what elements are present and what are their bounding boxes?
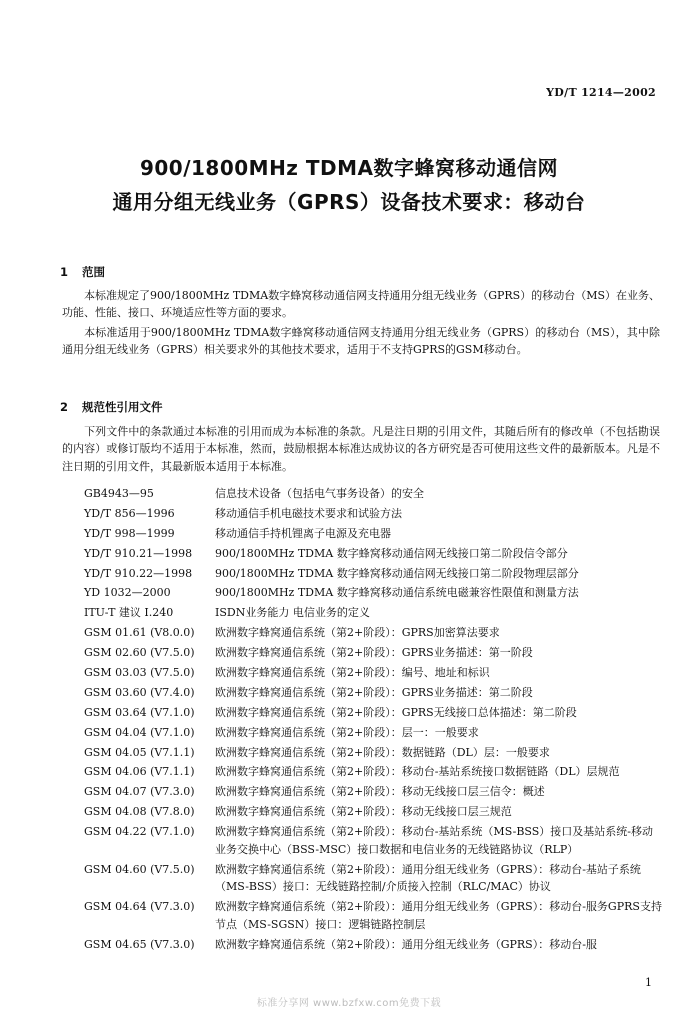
reference-title: 欧洲数字蜂窝通信系统（第2+阶段）：数据链路（DL）层：一般要求: [215, 745, 550, 759]
reference-code: YD/T 910.21—1998: [84, 546, 193, 560]
reference-code: GSM 04.22 (V7.1.0): [84, 825, 195, 839]
reference-code: YD/T 856—1996: [84, 506, 175, 520]
reference-code: GSM 01.61 (V8.0.0): [84, 626, 195, 640]
reference-item: [84, 644, 664, 662]
reference-code: GSM 04.64 (V7.3.0): [84, 900, 195, 914]
reference-item: [84, 664, 664, 682]
reference-item: [84, 545, 664, 563]
section-1-title: 范围: [82, 265, 105, 279]
reference-code: GSM 04.06 (V7.1.1): [84, 765, 195, 779]
page-number: 1: [645, 976, 652, 989]
reference-item: [84, 704, 664, 722]
reference-item: [84, 485, 664, 503]
section-1-heading: [60, 264, 105, 280]
reference-title: 移动通信手持机锂离子电源及充电器: [215, 526, 391, 540]
reference-title: 欧洲数字蜂窝通信系统（第2+阶段）：编号、地址和标识: [215, 666, 490, 680]
reference-title: 900/1800MHz TDMA 数字蜂窝移动通信网无线接口第二阶段信令部分: [215, 546, 568, 560]
reference-item: [84, 525, 664, 543]
reference-list: [84, 485, 664, 955]
reference-item: [84, 624, 664, 642]
reference-item: [84, 744, 664, 762]
section-2-heading: [60, 399, 163, 415]
reference-title: 欧洲数字蜂窝通信系统（第2+阶段）：移动台-基站系统接口数据链路（DL）层规范: [215, 765, 620, 779]
reference-title: 欧洲数字蜂窝通信系统（第2+阶段）：移动台-基站系统（MS-BSS）接口及基站系统-移动业务交换中心（BSS-MSC）接口数据和电信业务的无线链路协议（RLP）: [215, 825, 654, 856]
reference-code: GSM 02.60 (V7.5.0): [84, 646, 195, 660]
reference-code: GSM 03.64 (V7.1.0): [84, 705, 195, 719]
reference-code: GSM 03.03 (V7.5.0): [84, 666, 195, 680]
section-2-paragraph-1: [62, 423, 660, 475]
reference-code: ITU-T 建议 I.240: [84, 606, 174, 620]
reference-item: [84, 936, 664, 954]
reference-title: 欧洲数字蜂窝通信系统（第2+阶段）：通用分组无线业务（GPRS）：移动台-服务GPRS支持节点（MS-SGSN）接口：逻辑链路控制层: [215, 900, 662, 931]
section-2-number: 2: [60, 400, 69, 414]
reference-title: 欧洲数字蜂窝通信系统（第2+阶段）：移动无线接口层三信令：概述: [215, 785, 545, 799]
reference-item: [84, 565, 664, 583]
section-2-p1-text: 下列文件中的条款通过本标准的引用而成为本标准的条款。凡是注日期的引用文件，其随后所有的修改单（不包括勘误的内容）或修订版均不适用于本标准，然而，鼓励根据本标准达成协议的各方研究是否可使用这些文件的最新版本。凡是不注日期的引用文件，其最新版本适用于本标准。: [62, 425, 660, 473]
standard-id: YD/T 1214—2002: [546, 86, 656, 99]
footer-watermark: 标准分享网 www.bzfxw.com免费下载: [256, 998, 442, 1009]
reference-item: [84, 861, 664, 896]
reference-item: [84, 724, 664, 742]
reference-title: 900/1800MHz TDMA 数字蜂窝移动通信网无线接口第二阶段物理层部分: [215, 566, 579, 580]
reference-code: GSM 04.08 (V7.8.0): [84, 805, 195, 819]
reference-title: 欧洲数字蜂窝通信系统（第2+阶段）：GPRS业务描述：第二阶段: [215, 685, 533, 699]
reference-title: 信息技术设备（包括电气事务设备）的安全: [215, 487, 424, 500]
section-1-number: 1: [60, 265, 69, 279]
reference-item: [84, 505, 664, 523]
section-1-paragraph-2: [62, 324, 660, 359]
reference-code: GSM 04.60 (V7.5.0): [84, 862, 195, 876]
reference-item: [84, 823, 664, 858]
reference-code: YD/T 910.22—1998: [84, 566, 193, 580]
reference-code: GSM 04.07 (V7.3.0): [84, 785, 195, 799]
reference-code: GSM 04.65 (V7.3.0): [84, 937, 195, 951]
reference-item: [84, 684, 664, 702]
reference-code: GSM 03.60 (V7.4.0): [84, 685, 195, 699]
reference-title: 欧洲数字蜂窝通信系统（第2+阶段）：通用分组无线业务（GPRS）：移动台-服: [215, 937, 597, 951]
reference-title: 欧洲数字蜂窝通信系统（第2+阶段）：GPRS业务描述：第一阶段: [215, 646, 533, 660]
reference-item: [84, 898, 664, 933]
reference-code: GSM 04.04 (V7.1.0): [84, 725, 195, 739]
reference-title: ISDN业务能力 电信业务的定义: [215, 606, 370, 620]
reference-title: 欧洲数字蜂窝通信系统（第2+阶段）：GPRS加密算法要求: [215, 626, 500, 640]
reference-item: [84, 803, 664, 821]
reference-code: GSM 04.05 (V7.1.1): [84, 745, 195, 759]
title-line-1: 900/1800MHz TDMA数字蜂窝移动通信网: [139, 156, 559, 180]
reference-title: 欧洲数字蜂窝通信系统（第2+阶段）：层一：一般要求: [215, 725, 479, 739]
reference-code: YD/T 998—1999: [84, 526, 175, 540]
section-2-title: 规范性引用文件: [82, 400, 163, 414]
section-1-p2-text: 本标准适用于900/1800MHz TDMA数字蜂窝移动通信网支持通用分组无线业务（GPRS）的移动台（MS），其中除通用分组无线业务（GPRS）相关要求外的其他技术要求，适用于不支持GPRS的GSM移动台。: [62, 326, 660, 357]
section-1-p1-text: 本标准规定了900/1800MHz TDMA数字蜂窝移动通信网支持通用分组无线业务（GPRS）的移动台（MS）在业务、功能、性能、接口、环境适应性等方面的要求。: [62, 289, 661, 320]
reference-title: 移动通信手机电磁技术要求和试验方法: [215, 506, 402, 520]
reference-item: [84, 584, 664, 602]
reference-item: [84, 783, 664, 801]
reference-title: 欧洲数字蜂窝通信系统（第2+阶段）：通用分组无线业务（GPRS）：移动台-基站子系统（MS-BSS）接口：无线链路控制/介质接入控制（RLC/MAC）协议: [215, 862, 641, 894]
reference-code: YD 1032—2000: [84, 586, 171, 600]
title-line-2: 通用分组无线业务（GPRS）设备技术要求：移动台: [112, 190, 586, 214]
reference-title: 欧洲数字蜂窝通信系统（第2+阶段）：GPRS无线接口总体描述：第二阶段: [215, 705, 577, 719]
reference-item: [84, 604, 664, 622]
reference-code: GB4943—95: [84, 487, 154, 500]
reference-item: [84, 763, 664, 781]
reference-title: 900/1800MHz TDMA 数字蜂窝移动通信系统电磁兼容性限值和测量方法: [215, 586, 579, 600]
reference-title: 欧洲数字蜂窝通信系统（第2+阶段）：移动无线接口层三规范: [215, 805, 512, 819]
section-1-paragraph-1: [62, 287, 660, 322]
